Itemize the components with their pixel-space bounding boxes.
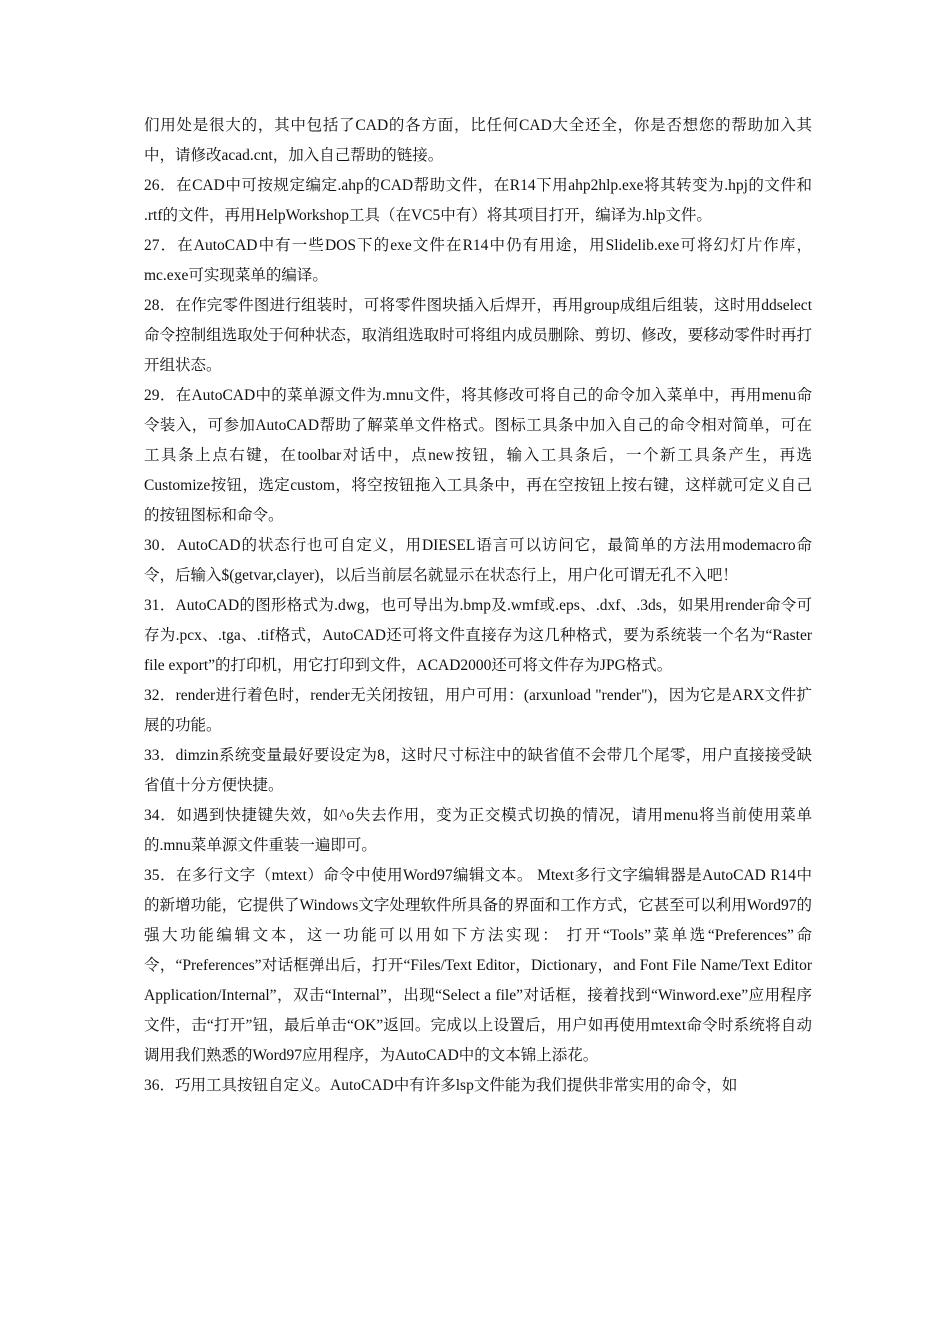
document-body	[144, 111, 812, 1101]
paragraph-29: 29．在AutoCAD中的菜单源文件为.mnu文件，将其修改可将自己的命令加入菜单中，再用menu命令装入，可参加AutoCAD帮助了解菜单文件格式。图标工具条中加入自己的命令相对简单，可在工具条上点右键，在toolbar对话中，点new按钮，输入工具条后，一个新工具条产生，再选Customize按钮，选定custom，将空按钮拖入工具条中，再在空按钮上按右键，这样就可定义自己的按钮图标和命令。	[144, 387, 812, 524]
paragraph-continuation: 们用处是很大的，其中包括了CAD的各方面，比任何CAD大全还全，你是否想您的帮助加入其中，请修改acad.cnt，加入自己帮助的链接。	[144, 117, 812, 164]
paragraph-33: 33．dimzin系统变量最好要设定为8，这时尺寸标注中的缺省值不会带几个尾零，用户直接接受缺省值十分方便快捷。	[144, 747, 812, 794]
paragraph-30: 30．AutoCAD的状态行也可自定义，用DIESEL语言可以访问它，最简单的方法用modemacro命令，后输入$(getvar,clayer)，以后当前层名就显示在状态行上，用户化可谓无孔不入吧！	[144, 537, 812, 584]
paragraph-28: 28．在作完零件图进行组装时，可将零件图块插入后焊开，再用group成组后组装，这时用ddselect命令控制组选取处于何种状态，取消组选取时可将组内成员删除、剪切、修改，要移动零件时再打开组状态。	[144, 297, 812, 374]
paragraph-36: 36．巧用工具按钮自定义。AutoCAD中有许多lsp文件能为我们提供非常实用的命令，如	[144, 1077, 738, 1094]
paragraph-31: 31．AutoCAD的图形格式为.dwg，也可导出为.bmp及.wmf或.eps、.dxf、.3ds，如果用render命令可存为.pcx、.tga、.tif格式，AutoCAD还可将文件直接存为这几种格式，要为系统装一个名为“Raster file export”的打印机，用它打印到文件，ACAD2000还可将文件存为JPG格式。	[144, 597, 812, 674]
paragraph-26: 26．在CAD中可按规定编定.ahp的CAD帮助文件，在R14下用ahp2hlp.exe将其转变为.hpj的文件和 .rtf的文件，再用HelpWorkshop工具（在VC5中有）将其项目打开，编译为.hlp文件。	[144, 177, 812, 224]
paragraph-27: 27．在AutoCAD中有一些DOS下的exe文件在R14中仍有用途，用Slidelib.exe可将幻灯片作库，mc.exe可实现菜单的编译。	[144, 237, 812, 284]
paragraph-34: 34．如遇到快捷键失效，如^o失去作用，变为正交模式切换的情况，请用menu将当前使用菜单的.mnu菜单源文件重装一遍即可。	[144, 807, 812, 854]
paragraph-35: 35．在多行文字（mtext）命令中使用Word97编辑文本。 Mtext多行文字编辑器是AutoCAD R14中的新增功能，它提供了Windows文字处理软件所具备的界面和工作方式，它甚至可以利用Word97的强大功能编辑文本，这一功能可以用如下方法实现： 打开“Tools”菜单选“Preferences”命令，“Preferences”对话框弹出后，打开“Files/Text Editor，Dictionary，and Font File Name/Text Editor Application/Internal”，双击“Internal”，出现“Select a file”对话框，接着找到“Winword.exe”应用程序文件，击“打开”钮，最后单击“OK”返回。完成以上设置后，用户如再使用mtext命令时系统将自动调用我们熟悉的Word97应用程序，为AutoCAD中的文本锦上添花。	[144, 867, 812, 1064]
paragraph-32: 32．render进行着色时，render无关闭按钮，用户可用：(arxunload "render")，因为它是ARX文件扩展的功能。	[144, 687, 812, 734]
